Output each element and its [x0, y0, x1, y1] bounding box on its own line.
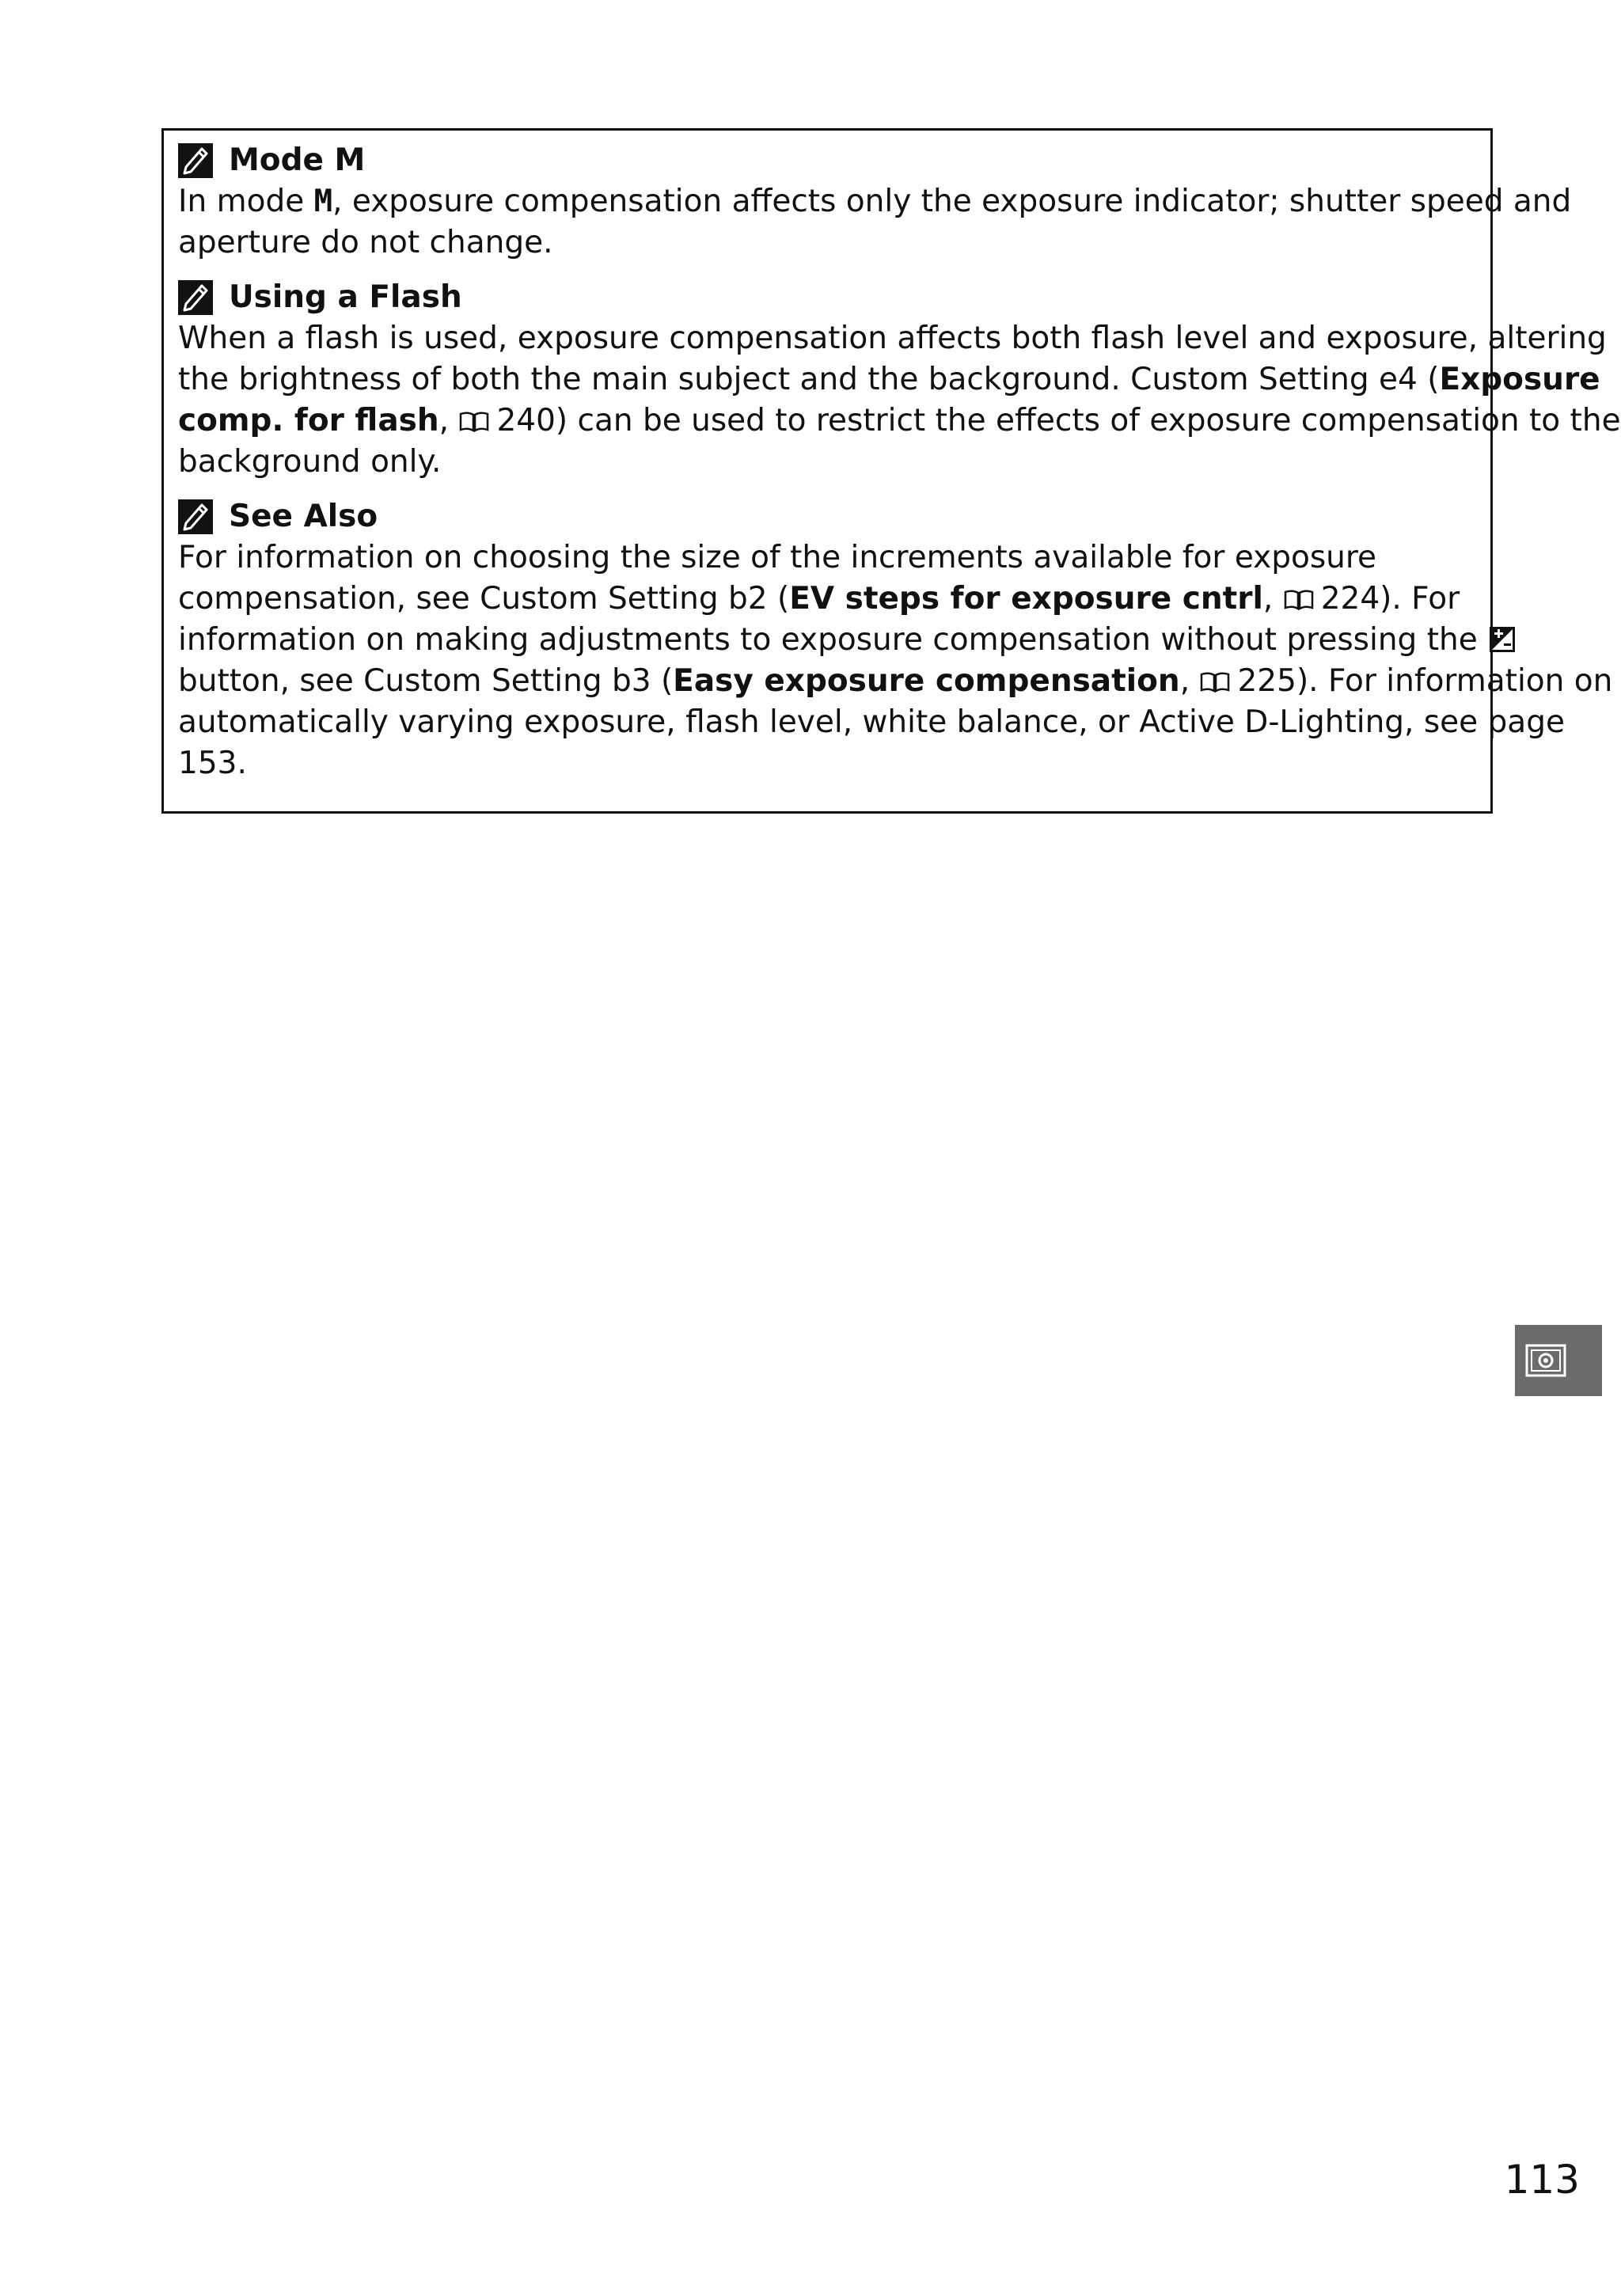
note-heading	[178, 140, 1476, 181]
note-body-line: 153.	[178, 746, 247, 781]
note-body-line: aperture do not change.	[178, 225, 553, 260]
pencil-note-icon	[178, 280, 213, 315]
page-reference: 224	[1320, 581, 1380, 617]
notes-box	[161, 128, 1621, 814]
book-reference-icon	[458, 403, 490, 425]
book-reference-icon	[1283, 581, 1315, 603]
exposure-compensation-button-icon	[1489, 623, 1516, 650]
note-body-line: automatically varying exposure, flash level, white balance, or Active D-Lighting, see page	[178, 704, 1565, 740]
note-body-line: compensation, see Custom Setting b2 (EV steps for exposure cntrl, 224). For	[178, 581, 1460, 617]
note-title: Using a Flash	[229, 279, 462, 315]
note-body-line: In mode M, exposure compensation affects only the exposure indicator; shutter speed and	[178, 184, 1572, 219]
menu-item-name: Exposure	[1439, 362, 1600, 397]
note-title: Mode M	[229, 142, 366, 178]
note-body-line: the brightness of both the main subject and the background. Custom Setting e4 (Exposure	[178, 362, 1600, 397]
note-see-also	[178, 496, 1613, 784]
note-title: See Also	[229, 499, 378, 534]
note-heading	[178, 496, 1476, 537]
book-reference-icon	[1199, 663, 1231, 685]
note-heading	[178, 277, 1476, 318]
note-body-line: When a flash is used, exposure compensation affects both flash level and exposure, altering	[178, 321, 1607, 356]
exposure-metering-icon	[1525, 1344, 1566, 1377]
mode-letter: M	[313, 184, 333, 219]
menu-item-name: EV steps for exposure cntrl	[789, 581, 1263, 617]
page-number: 113	[1504, 2157, 1580, 2203]
note-using-flash	[178, 277, 1621, 483]
note-body-line: button, see Custom Setting b3 (Easy exposure compensation, 225). For information on	[178, 663, 1613, 699]
pencil-note-icon	[178, 143, 213, 178]
menu-item-name: comp. for flash	[178, 403, 439, 438]
pencil-note-icon	[178, 499, 213, 534]
note-body-line: information on making adjustments to exposure compensation without pressing the	[178, 620, 1476, 661]
note-body-line: background only.	[178, 444, 442, 480]
menu-item-name: Easy exposure compensation	[673, 663, 1180, 699]
note-mode-m	[178, 140, 1572, 264]
page-reference: 240	[496, 403, 556, 438]
note-body-line: For information on choosing the size of the increments available for exposure	[178, 540, 1377, 575]
note-body-line: comp. for flash, 240) can be used to restrict the effects of exposure compensation to the	[178, 403, 1621, 438]
chapter-tab[interactable]	[1515, 1325, 1602, 1396]
page-reference: 225	[1237, 663, 1296, 699]
